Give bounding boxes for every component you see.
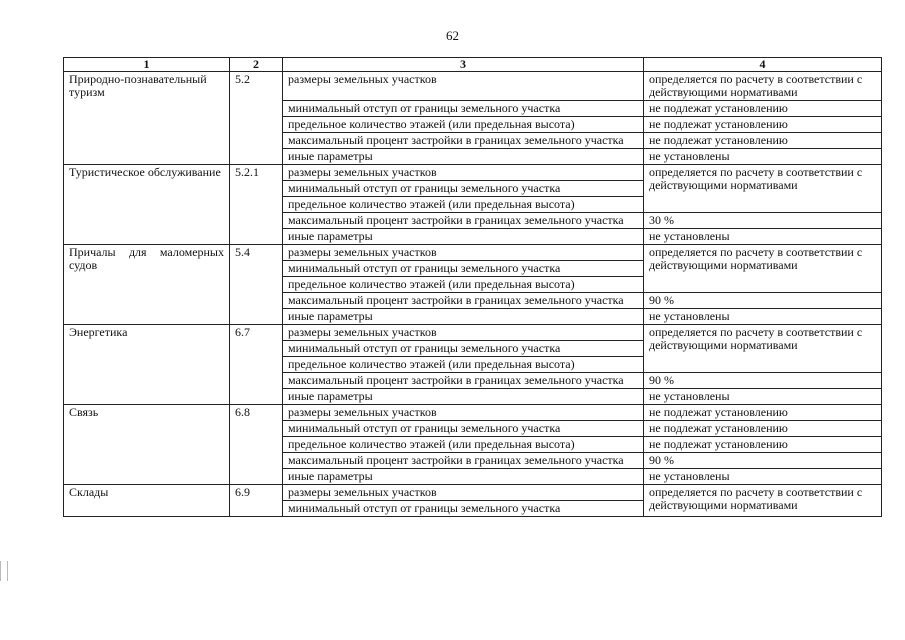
parameter-value: не подлежат установлению (644, 421, 882, 437)
parameter-name: предельное количество этажей (или предельная высота) (283, 197, 644, 213)
table-row (64, 245, 882, 261)
parameter-value: не установлены (644, 309, 882, 325)
use-type-name: Причалы для маломерных судов (64, 245, 230, 325)
table-row (64, 325, 882, 341)
parameter-name: предельное количество этажей (или предельная высота) (283, 437, 644, 453)
column-header: 1 (64, 58, 230, 72)
parameter-name: максимальный процент застройки в границах земельного участка (283, 453, 644, 469)
parameter-name: иные параметры (283, 469, 644, 485)
parameter-name: иные параметры (283, 389, 644, 405)
column-header: 3 (283, 58, 644, 72)
parameter-name: размеры земельных участков (283, 485, 644, 501)
column-header: 4 (644, 58, 882, 72)
parameter-value: 90 % (644, 453, 882, 469)
use-type-code: 5.2 (230, 72, 283, 165)
parameter-name: максимальный процент застройки в границах земельного участка (283, 373, 644, 389)
parameter-name: максимальный процент застройки в границах земельного участка (283, 213, 644, 229)
page-number: 62 (446, 28, 459, 43)
parameter-name: предельное количество этажей (или предельная высота) (283, 277, 644, 293)
parameter-name: размеры земельных участков (283, 72, 644, 101)
parameter-value: определяется по расчету в соответствии с действующими нормативами (644, 245, 882, 293)
use-type-name: Энергетика (64, 325, 230, 405)
use-type-name: Туристическое обслуживание (64, 165, 230, 245)
parameter-value: не подлежат установлению (644, 133, 882, 149)
parameter-value: не подлежат установлению (644, 101, 882, 117)
parameter-name: иные параметры (283, 309, 644, 325)
use-type-name: Склады (64, 485, 230, 517)
regulations-table (63, 57, 882, 517)
use-type-code: 5.4 (230, 245, 283, 325)
parameter-name: иные параметры (283, 149, 644, 165)
parameter-value: не подлежат установлению (644, 117, 882, 133)
use-type-code: 6.8 (230, 405, 283, 485)
parameter-name: размеры земельных участков (283, 245, 644, 261)
use-type-code: 6.9 (230, 485, 283, 517)
table-row (64, 165, 882, 181)
parameter-name: размеры земельных участков (283, 165, 644, 181)
parameter-name: минимальный отступ от границы земельного участка (283, 101, 644, 117)
parameter-value: 90 % (644, 293, 882, 309)
use-type-code: 5.2.1 (230, 165, 283, 245)
table-header-row (64, 58, 882, 72)
parameter-name: минимальный отступ от границы земельного участка (283, 501, 644, 517)
parameter-value: определяется по расчету в соответствии с действующими нормативами (644, 325, 882, 373)
use-type-code: 6.7 (230, 325, 283, 405)
parameter-value: не установлены (644, 149, 882, 165)
parameter-name: размеры земельных участков (283, 405, 644, 421)
parameter-value: определяется по расчету в соответствии с действующими нормативами (644, 165, 882, 213)
table-row (64, 405, 882, 421)
parameter-name: минимальный отступ от границы земельного участка (283, 421, 644, 437)
parameter-name: предельное количество этажей (или предельная высота) (283, 117, 644, 133)
parameter-value: не установлены (644, 229, 882, 245)
table-row (64, 72, 882, 101)
parameter-name: максимальный процент застройки в границах земельного участка (283, 133, 644, 149)
scan-edge-mark (0, 561, 8, 581)
parameter-name: максимальный процент застройки в границах земельного участка (283, 293, 644, 309)
column-header: 2 (230, 58, 283, 72)
parameter-value: не установлены (644, 389, 882, 405)
parameter-value: 30 % (644, 213, 882, 229)
parameter-name: предельное количество этажей (или предельная высота) (283, 357, 644, 373)
table-row (64, 485, 882, 501)
parameter-value: не подлежат установлению (644, 405, 882, 421)
parameter-name: размеры земельных участков (283, 325, 644, 341)
parameter-value: не подлежат установлению (644, 437, 882, 453)
parameter-name: минимальный отступ от границы земельного участка (283, 341, 644, 357)
parameter-name: иные параметры (283, 229, 644, 245)
parameter-value: определяется по расчету в соответствии с действующими нормативами (644, 72, 882, 101)
parameter-value: определяется по расчету в соответствии с действующими нормативами (644, 485, 882, 517)
parameter-name: минимальный отступ от границы земельного участка (283, 261, 644, 277)
parameter-value: не установлены (644, 469, 882, 485)
parameter-value: 90 % (644, 373, 882, 389)
use-type-name: Природно-познавательный туризм (64, 72, 230, 165)
parameter-name: минимальный отступ от границы земельного участка (283, 181, 644, 197)
use-type-name: Связь (64, 405, 230, 485)
